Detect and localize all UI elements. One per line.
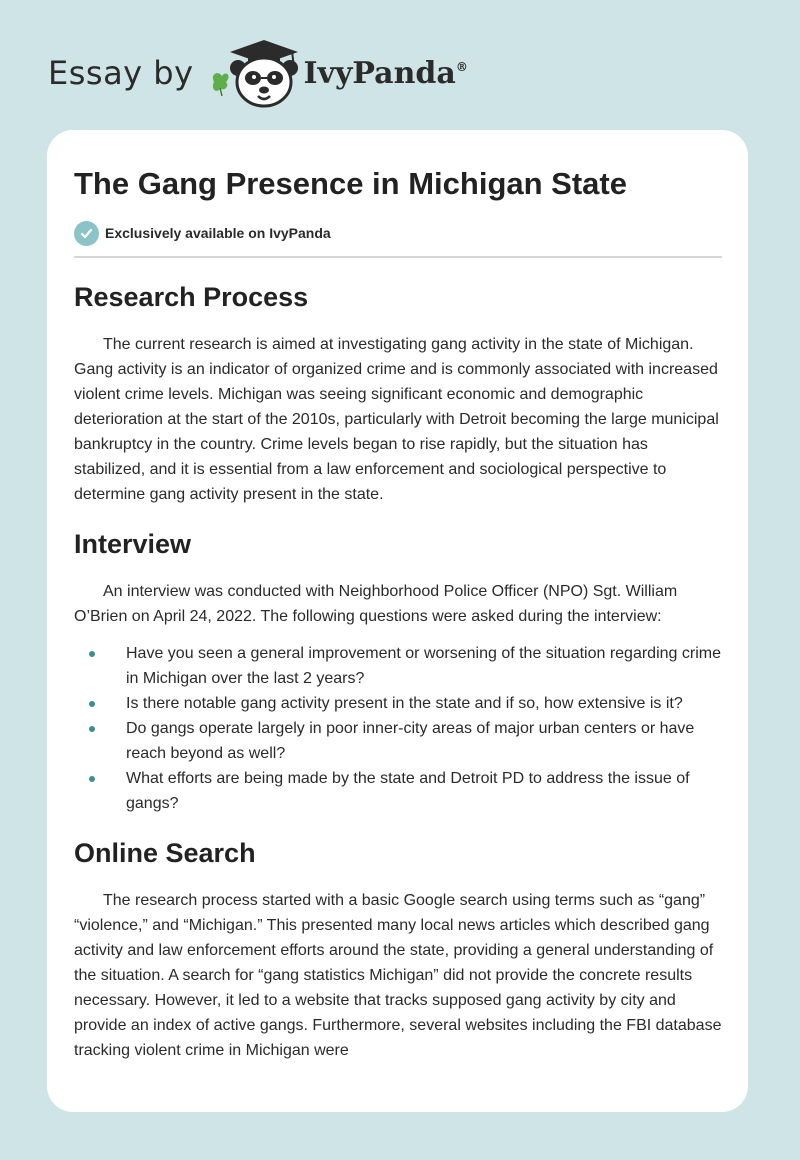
list-item: What efforts are being made by the state and Detroit PD to address the issue of gangs? (74, 766, 722, 816)
interview-paragraph: An interview was conducted with Neighborhood Police Officer (NPO) Sgt. William O’Brien on April 24, 2022. The following questions were asked during the interview: (74, 583, 678, 625)
essay-card (47, 130, 748, 1112)
section-heading-research-process: Research Process (74, 282, 309, 312)
registered-mark: ® (455, 59, 468, 74)
ivypanda-brand-name[interactable]: IvyPanda® (303, 55, 468, 91)
bullet-icon (89, 776, 95, 782)
section-heading-interview: Interview (74, 529, 192, 559)
title-divider (74, 256, 722, 258)
list-item: Do gangs operate largely in poor inner-city areas of major urban centers or have reach beyond as well? (74, 716, 722, 766)
list-item: Is there notable gang activity present in the state and if so, how extensive is it? (74, 691, 722, 716)
list-item: Have you seen a general improvement or worsening of the situation regarding crime in Michigan over the last 2 years? (74, 641, 722, 691)
site-header (48, 38, 468, 108)
bullet-icon (89, 651, 95, 657)
exclusive-badge (74, 220, 722, 246)
essay-title: The Gang Presence in Michigan State (74, 166, 627, 201)
panda-logo-icon[interactable] (208, 38, 308, 108)
bullet-icon (89, 701, 95, 707)
bullet-icon (89, 726, 95, 732)
essay-by-label: Essay by (48, 54, 194, 92)
research-process-paragraph: The current research is aimed at investigating gang activity in the state of Michigan. Gang activity is an indicator of organized crime and is commonly associated with increased violent crime levels. Michigan was seeing significant economic and demographic deterioration at the start of the 2010s, particularly with Detroit becoming the large municipal bankruptcy in the country. Crime levels began to rise rapidly, but the situation has stabilized, and it is essential from a law enforcement and sociological perspective to determine gang activity present in the state. (74, 336, 719, 503)
section-heading-online-search: Online Search (74, 838, 256, 868)
exclusive-badge-label: Exclusively available on IvyPanda (105, 225, 331, 241)
online-search-paragraph: The research process started with a basic Google search using terms such as “gang” “violence,” and “Michigan.” This presented many local news articles which described gang activity and law enforcement efforts around the state, providing a general understanding of the situation. A search for “gang statistics Michigan” did not provide the concrete results necessary. However, it led to a website that tracks supposed gang activity by city and provide an index of active gangs. Furthermore, several websites including the FBI database tracking violent crime in Michigan were (74, 892, 722, 1059)
interview-questions-list (74, 641, 722, 816)
checkmark-icon (74, 221, 99, 246)
